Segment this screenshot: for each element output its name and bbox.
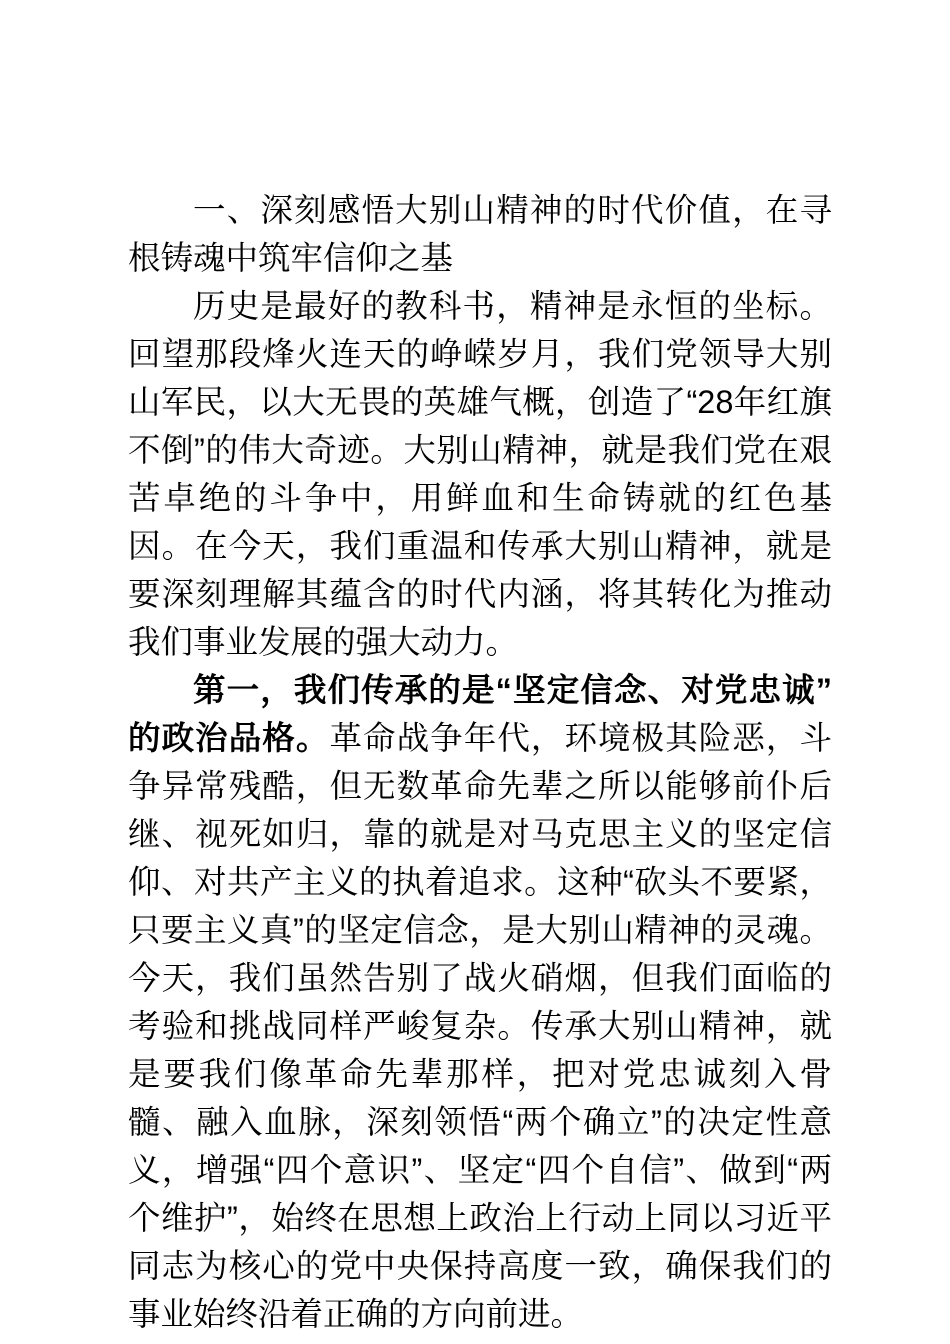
paragraph-2-rest: 革命战争年代，环境极其险恶，斗争异常残酷，但无数革命先辈之所以能够前仆后继、视死如归，靠的就是对马克思主义的坚定信仰、对共产主义的执着追求。这种“砍头不要紧，只要主义真”的坚定信念，是大别山精神的灵魂。今天，我们虽然告别了战火硝烟，但我们面临的考验和挑战同样严峻复杂。传承大别山精神，就是要我们像革命先辈那样，把对党忠诚刻入骨髓、融入血脉，深刻领悟“两个确立”的决定性意义，增强“四个意识”、坚定“四个自信”、做到“两个维护”，始终在思想上政治上行动上同以习近平同志为核心的党中央保持高度一致，确保我们的事业始终沿着正确的方向前进。 (128, 720, 832, 1332)
paragraph-2-lead-bold: 第一，我们传承的是“坚定信念、对党忠诚”的政治品格。 (128, 672, 832, 756)
body-paragraph-2 (128, 666, 832, 1338)
document-body (128, 186, 832, 1338)
body-paragraph-1: 历史是最好的教科书，精神是永恒的坐标。回望那段烽火连天的峥嵘岁月，我们党领导大别山军民，以大无畏的英雄气概，创造了“28年红旗不倒”的伟大奇迹。大别山精神，就是我们党在艰苦卓绝的斗争中，用鲜血和生命铸就的红色基因。在今天，我们重温和传承大别山精神，就是要深刻理解其蕴含的时代内涵，将其转化为推动我们事业发展的强大动力。 (128, 288, 832, 660)
section-heading-1: 一、深刻感悟大别山精神的时代价值，在寻根铸魂中筑牢信仰之基 (128, 192, 832, 276)
